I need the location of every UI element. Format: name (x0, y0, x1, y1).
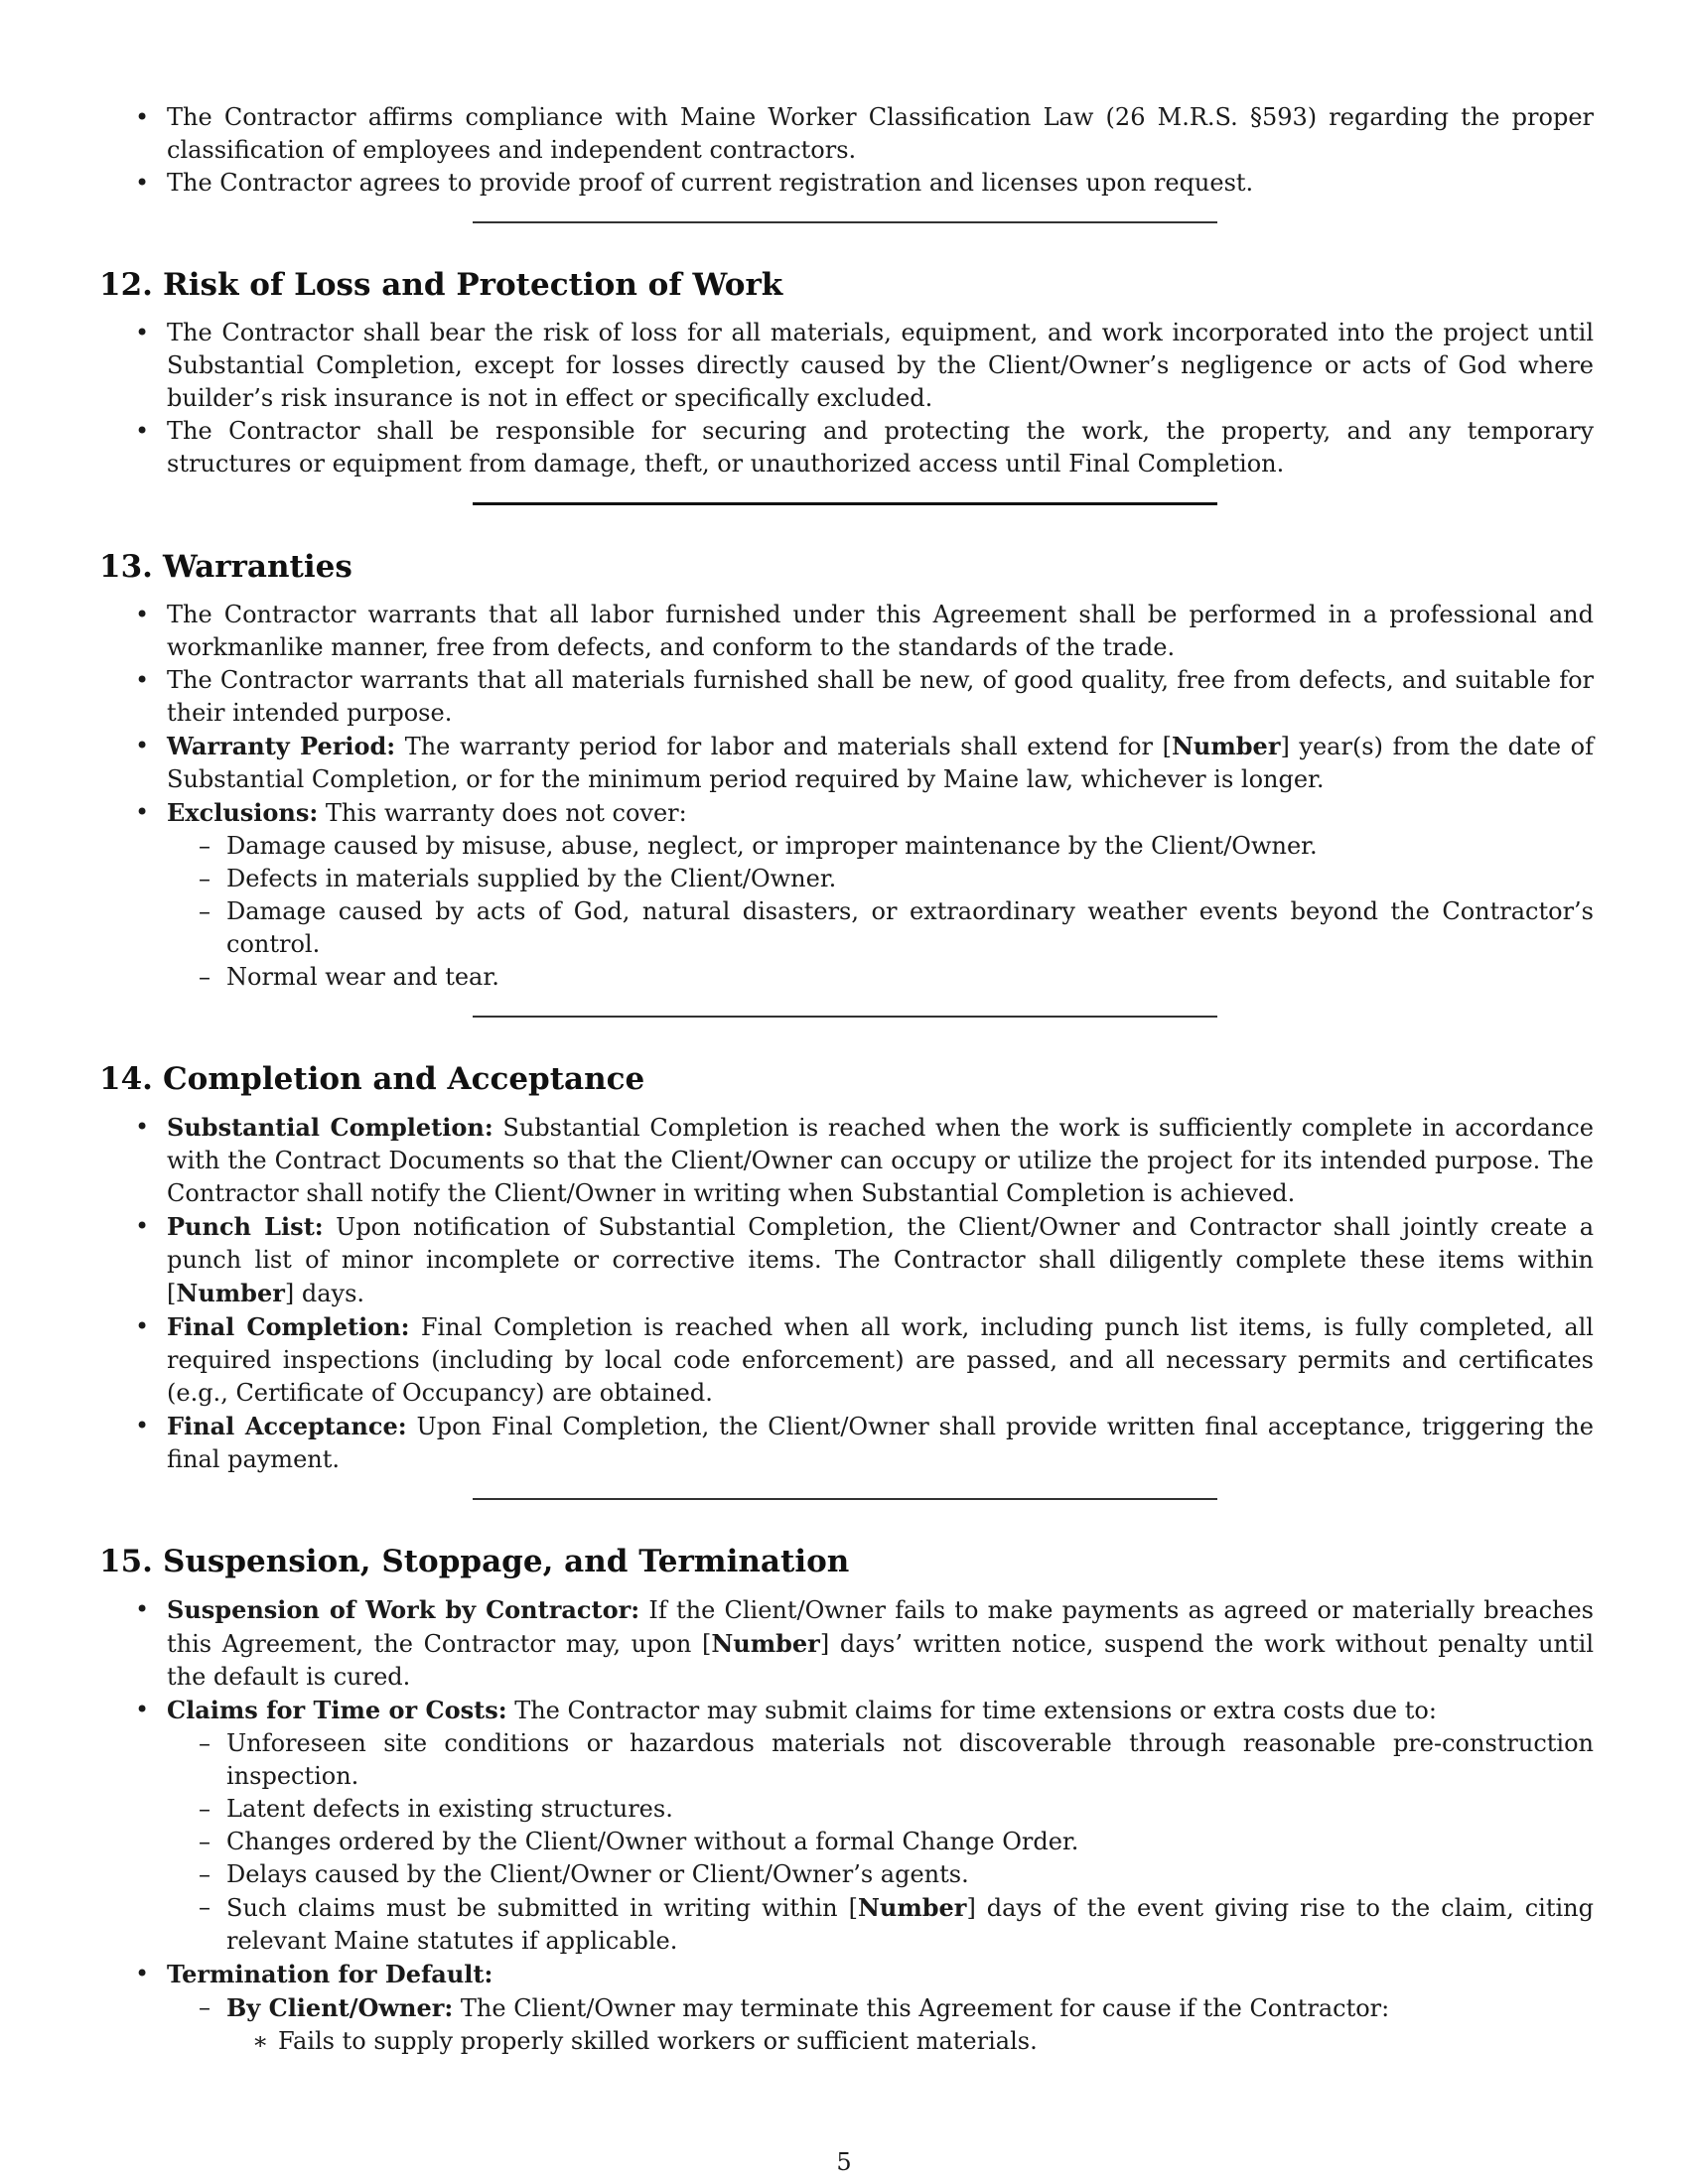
item-label: Termination for Default: (167, 1960, 493, 1988)
section-12-list (99, 317, 1594, 480)
item-text: The Client/Owner may terminate this Agreement for cause if the Contractor: (453, 1994, 1390, 2022)
list-item: • The Contractor warrants that all labor furnished under this Agreement shall be performed in a professional and workmanlike manner, free from defects, and conform to the standards of the trade. (99, 599, 1594, 664)
sub-list-item: – Changes ordered by the Client/Owner without a formal Change Order. (167, 1826, 1594, 1858)
sub-list-item: – Latent defects in existing structures. (167, 1793, 1594, 1826)
list-item: • The Contractor shall bear the risk of loss for all materials, equipment, and work incorporated into the project until Substantial Completion, except for losses directly caused by the Client/Owner’s negligence or acts of God where builder’s risk insurance is not in effect or specifically excluded. (99, 317, 1594, 415)
item-text: ] days of the event giving rise to the claim, citing relevant Maine statutes if applicable. (226, 1894, 1594, 1955)
placeholder-number: Number (176, 1279, 285, 1307)
item-label: Final Acceptance: (167, 1412, 407, 1440)
list-item: • The Contractor agrees to provide proof of current registration and licenses upon request. (99, 167, 1594, 200)
section-title: Risk of Loss and Protection of Work (163, 267, 783, 303)
section-number: 12. (99, 267, 153, 303)
sub-list-item (167, 1891, 1594, 1958)
section-number: 13. (99, 549, 153, 585)
item-label: Final Completion: (167, 1312, 410, 1341)
warranty-period-item (99, 730, 1594, 796)
item-label: By Client/Owner: (226, 1993, 454, 2022)
sub-sub-list-item: ∗ Fails to supply properly skilled workers or sufficient materials. (226, 2025, 1594, 2058)
item-text: This warranty does not cover: (318, 799, 687, 827)
item-label: Warranty Period: (167, 732, 396, 760)
intro-list (99, 101, 1594, 200)
placeholder-number: Number (1171, 732, 1281, 760)
substantial-completion-item (99, 1111, 1594, 1210)
section-divider (473, 1498, 1217, 1500)
item-text: ] days. (284, 1280, 365, 1307)
list-item: • The Contractor warrants that all materials furnished shall be new, of good quality, free from defects, and suitable for their intended purpose. (99, 664, 1594, 730)
item-label: Exclusions: (167, 798, 319, 827)
item-text: Substantial Completion is reached when the work is sufficiently complete in accordance with the Contract Documents so that the Client/Owner can occupy or utilize the project for its intended purpose. The Contractor shall notify the Client/Owner in writing when Substantial Completion is achieved. (167, 1114, 1594, 1207)
section-title: Warranties (163, 549, 352, 585)
page-number: 5 (836, 2148, 852, 2176)
item-text: ] year(s) from the date of Substantial Completion, or for the minimum period required by Maine law, whichever is longer. (167, 733, 1595, 793)
list-item: • The Contractor affirms compliance with Maine Worker Classification Law (26 M.R.S. §593) regarding the proper classification of employees and independent contractors. (99, 101, 1594, 167)
section-divider (473, 502, 1217, 505)
section-13-list (99, 599, 1594, 994)
punch-list-item (99, 1210, 1594, 1310)
sub-list-item: – Defects in materials supplied by the Client/Owner. (167, 863, 1594, 895)
exclusions-item (99, 796, 1594, 994)
list-item: • The Contractor shall be responsible for securing and protecting the work, the property, and any temporary structures or equipment from damage, theft, or unauthorized access until Final Completion. (99, 415, 1594, 480)
exclusions-sublist (167, 830, 1594, 994)
sub-list-item: – Unforeseen site conditions or hazardous materials not discoverable through reasonable pre-construction inspection. (167, 1727, 1594, 1793)
sub-list-item: – Damage caused by misuse, abuse, neglect, or improper maintenance by the Client/Owner. (167, 830, 1594, 863)
item-text: If the Client/Owner fails to make payments as agreed or materially breaches this Agreement, the Contractor may, upon [ (167, 1596, 1594, 1658)
section-title: Suspension, Stoppage, and Termination (163, 1544, 850, 1579)
by-owner-sublist (226, 2025, 1594, 2058)
item-text: The warranty period for labor and materials shall extend for [ (395, 733, 1172, 760)
final-acceptance-item (99, 1410, 1594, 1476)
claims-item (99, 1694, 1594, 1958)
claims-sublist (167, 1727, 1594, 1958)
item-label: Substantial Completion: (167, 1113, 493, 1142)
termination-item (99, 1958, 1594, 2058)
section-heading-13 (99, 547, 1594, 587)
section-divider (473, 221, 1217, 223)
item-text: Upon notification of Substantial Completion, the Client/Owner and Contractor shall jointly create a punch list of minor incomplete or corrective items. The Contractor shall diligently complete these items within [ (167, 1213, 1595, 1307)
section-14-list (99, 1111, 1594, 1476)
sub-list-item: – Normal wear and tear. (167, 961, 1594, 994)
item-text: ] days’ written notice, suspend the work without penalty until the default is cured. (167, 1630, 1595, 1691)
section-title: Completion and Acceptance (163, 1061, 645, 1097)
item-text: Such claims must be submitted in writing within [ (226, 1894, 858, 1922)
sub-list-item: – Damage caused by acts of God, natural disasters, or extraordinary weather events beyond the Contractor’s control. (167, 895, 1594, 961)
item-text: The Contractor may submit claims for time extensions or extra costs due to: (506, 1697, 1437, 1724)
section-heading-15 (99, 1542, 1594, 1581)
final-completion-item (99, 1310, 1594, 1410)
section-15-list (99, 1593, 1594, 2058)
item-text: Upon Final Completion, the Client/Owner shall provide written final acceptance, triggering the final payment. (167, 1413, 1595, 1473)
item-text: Final Completion is reached when all work, including punch list items, is fully completed, all required inspections (including by local code enforcement) are passed, and all necessary permits and certificates (e.g., Certificate of Occupancy) are obtained. (167, 1313, 1594, 1407)
section-number: 14. (99, 1061, 153, 1097)
section-divider (473, 1016, 1217, 1018)
termination-sublist (167, 1991, 1594, 2058)
item-label: Suspension of Work by Contractor: (167, 1595, 640, 1624)
suspension-item (99, 1593, 1594, 1694)
section-heading-12 (99, 265, 1594, 305)
item-label: Punch List: (167, 1212, 324, 1241)
section-heading-14 (99, 1059, 1594, 1099)
item-label: Claims for Time or Costs: (167, 1696, 507, 1724)
placeholder-number: Number (857, 1893, 967, 1922)
sub-list-item: – Delays caused by the Client/Owner or Client/Owner’s agents. (167, 1858, 1594, 1891)
sub-list-item (167, 1991, 1594, 2058)
page-content (99, 101, 1594, 2058)
placeholder-number: Number (711, 1629, 820, 1658)
section-number: 15. (99, 1544, 153, 1579)
